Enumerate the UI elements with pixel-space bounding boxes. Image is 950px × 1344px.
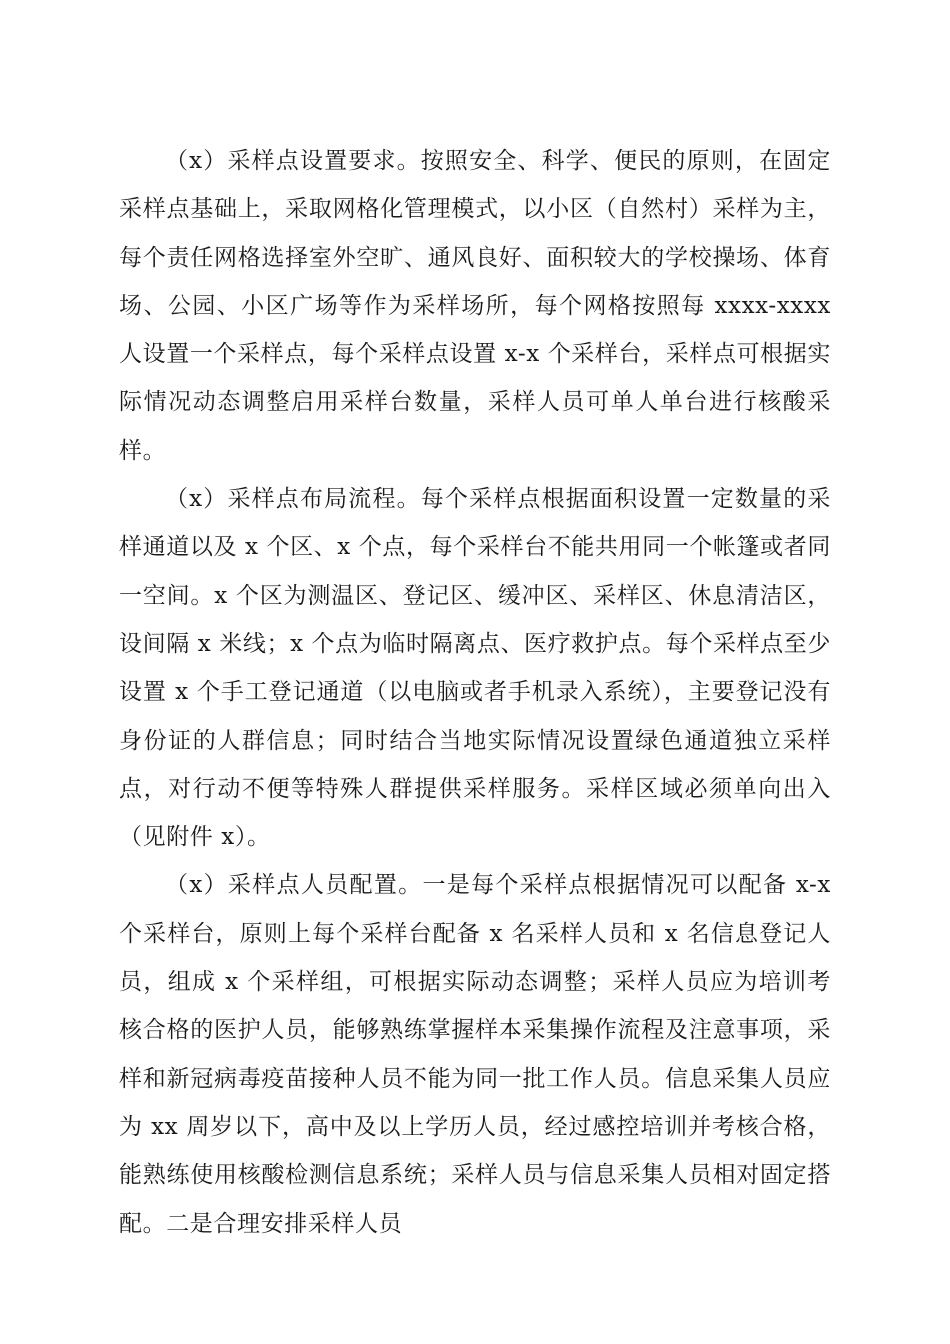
- paragraph-sampling-site-staffing: （x）采样点人员配置。一是每个采样点根据情况可以配备 x-x 个采样台，原则上每个采样台配备 x 名采样人员和 x 名信息登记人员，组成 x 个采样组，可根据实际动态调整；采样人员应为培训考核合格的医护人员，能够熟练掌握样本采集操作流程及注意事项，采样和新冠病毒疫苗接种人员不能为同一批工作人员。信息采集人员应为 xx 周岁以下，高中及以上学历人员，经过感控培训并考核合格，能熟练使用核酸检测信息系统；采样人员与信息采集人员相对固定搭配。二是合理安排采样人员: [119, 872, 831, 1237]
- paragraph-sampling-site-requirements: （x）采样点设置要求。按照安全、科学、便民的原则，在固定采样点基础上，采取网格化管理模式，以小区（自然村）采样为主，每个责任网格选择室外空旷、通风良好、面积较大的学校操场、体育场、公园、小区广场等作为采样场所，每个网格按照每 xxxx-xxxx 人设置一个采样点，每个采样点设置 x-x 个采样台，采样点可根据实际情况动态调整启用采样台数量，采样人员可单人单台进行核酸采样。: [119, 148, 831, 464]
- document-body: [119, 137, 831, 1248]
- paragraph-sampling-site-layout: （x）采样点布局流程。每个采样点根据面积设置一定数量的采样通道以及 x 个区、x 个点，每个采样台不能共用同一个帐篷或者同一空间。x 个区为测温区、登记区、缓冲区、采样区、休息清洁区，设间隔 x 米线；x 个点为临时隔离点、医疗救护点。每个采样点至少设置 x 个手工登记通道（以电脑或者手机录入系统），主要登记没有身份证的人群信息；同时结合当地实际情况设置绿色通道独立采样点，对行动不便等特殊人群提供采样服务。采样区域必须单向出入（见附件 x）。: [119, 486, 831, 851]
